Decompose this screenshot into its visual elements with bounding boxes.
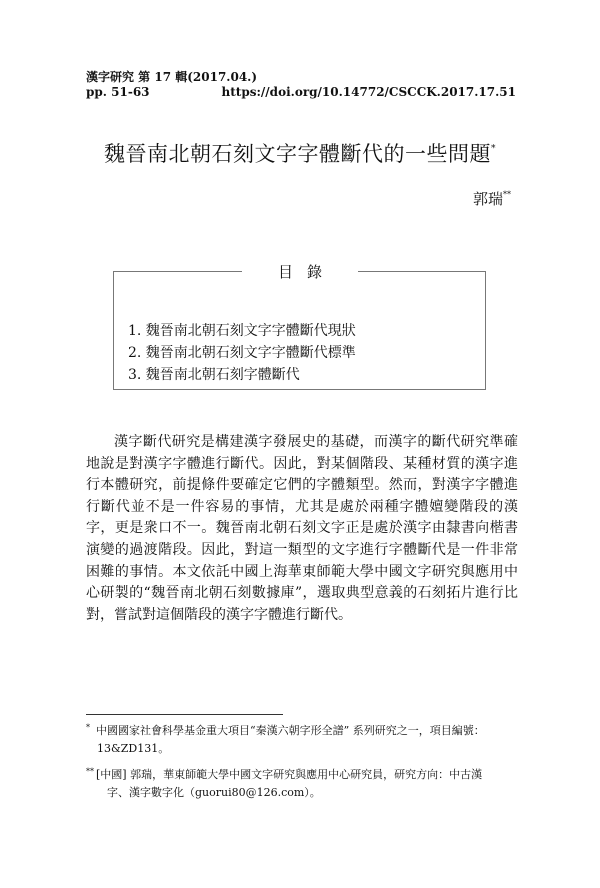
footnote-mark: ** [86, 767, 94, 776]
footnote-text: [中國] 郭瑞，華東師範大學中國文字研究與應用中心研究員，研究方向：中古漢 [96, 768, 483, 781]
footnote-text-continued: 13&ZD131。 [97, 742, 170, 755]
footnote [86, 722, 522, 758]
toc-item[interactable]: 1. 魏晉南北朝石刻文字字體斷代現狀 [128, 323, 356, 339]
footnote-text-continued: 字、漢字數字化（guorui80@126.com）。 [107, 786, 321, 799]
toc-heading-wrap [0, 261, 600, 282]
author-name: 郭瑞 [472, 190, 503, 208]
toc-item[interactable]: 3. 魏晉南北朝石刻字體斷代 [128, 367, 300, 383]
toc-heading: 目錄 [242, 261, 358, 282]
abstract-paragraph: 漢字斷代研究是構建漢字發展史的基礎，而漢字的斷代研究準確地說是對漢字字體進行斷代。因此，對某個階段、某種材質的漢字進行本體研究，前提條件要確定它們的字體類型。然而，對漢字字體進行斷代並不是一件容易的事情，尤其是處於兩種字體嬗變階段的漢字，更是衆口不一。魏晉南北朝石刻文字正是處於漢字由隸書向楷書演變的過渡階段。因此，對這一類型的文字進行字體斷代是一件非常困難的事情。本文依託中國上海華東師範大學中國文字研究與應用中心研製的“魏晉南北朝石刻數據庫”，選取典型意義的石刻拓片進行比對，嘗試對這個階段的漢字字體進行斷代。 [86, 434, 518, 623]
footnote-mark: * [86, 723, 90, 732]
title-footnote-mark[interactable]: * [491, 144, 496, 154]
paper-title [0, 138, 600, 168]
toc-list [128, 320, 356, 386]
page-range: pp. 51-63 [86, 85, 150, 99]
footnote [86, 766, 522, 802]
doi-link[interactable]: https://doi.org/10.14772/CSCCK.2017.17.51 [221, 85, 516, 99]
author [473, 188, 511, 209]
paper-title-text: 魏晉南北朝石刻文字字體斷代的一些問題 [104, 142, 491, 166]
toc-item[interactable]: 2. 魏晉南北朝石刻文字字體斷代標準 [128, 345, 356, 361]
footnote-text: 中國國家社會科學基金重大項目“秦漢六朝字形全譜” 系列研究之一，項目編號： [96, 724, 485, 737]
journal-title: 漢字研究 第 17 輯(2017.04.) [86, 70, 258, 84]
footnote-divider [86, 714, 283, 715]
author-footnote-mark[interactable]: ** [503, 190, 511, 199]
